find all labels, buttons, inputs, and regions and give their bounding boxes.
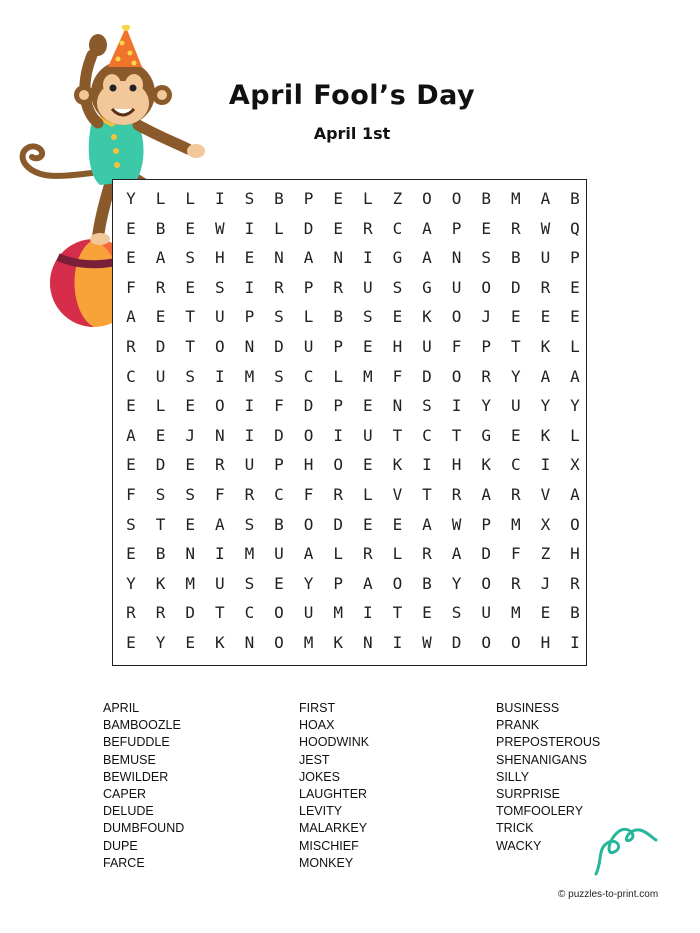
grid-letter: R xyxy=(333,277,343,297)
grid-letter: O xyxy=(451,366,462,386)
grid-letter: J xyxy=(540,573,551,593)
grid-letter: D xyxy=(303,218,314,238)
grid-letter: B xyxy=(481,189,491,208)
grid-letter: V xyxy=(392,485,403,504)
grid-letter: I xyxy=(214,189,225,208)
grid-letter: E xyxy=(392,514,403,534)
grid-letter: C xyxy=(422,425,432,445)
grid-letter: P xyxy=(303,189,314,208)
page-subtitle: April 1st xyxy=(313,124,391,143)
grid-letter: C xyxy=(510,455,521,475)
grid-letter: O xyxy=(481,573,491,593)
grid-letter: S xyxy=(244,189,255,208)
grid-letter: E xyxy=(362,396,373,416)
grid-letter: U xyxy=(214,307,225,327)
grid-letter: D xyxy=(274,425,284,445)
grid-letter: B xyxy=(155,218,166,238)
word-list-item: DELUDE xyxy=(103,804,154,819)
grid-letter: I xyxy=(214,366,225,386)
grid-letter: D xyxy=(155,337,166,356)
grid-letter: H xyxy=(303,455,314,475)
grid-letter: O xyxy=(303,514,314,534)
grid-letter: W xyxy=(451,514,462,534)
word-list-item: MONKEY xyxy=(299,855,354,870)
grid-letter: S xyxy=(362,307,373,327)
grid-letter: E xyxy=(333,189,343,208)
grid-letter: K xyxy=(540,337,551,356)
grid-letter: W xyxy=(540,218,551,238)
grid-letter: T xyxy=(451,425,462,445)
grid-letter: R xyxy=(126,337,136,356)
grid-letter: I xyxy=(333,425,343,445)
grid-letter: T xyxy=(392,603,403,623)
grid-letter: G xyxy=(422,277,432,297)
grid-letter: H xyxy=(214,248,225,268)
grid-letter: K xyxy=(540,425,551,445)
grid-letter: S xyxy=(244,514,255,534)
grid-letter: J xyxy=(185,425,195,445)
grid-letter: R xyxy=(422,544,432,564)
grid-letter: T xyxy=(392,425,403,445)
grid-letter: O xyxy=(510,633,521,652)
word-list-item: HOODWINK xyxy=(299,735,370,750)
grid-letter: P xyxy=(481,337,491,356)
grid-letter: R xyxy=(540,277,551,297)
grid-letter: A xyxy=(540,189,551,208)
grid-letter: O xyxy=(333,455,343,475)
grid-letter: M xyxy=(244,544,255,564)
word-list-item: MALARKEY xyxy=(299,821,368,836)
grid-letter: C xyxy=(392,218,403,238)
grid-letter: I xyxy=(244,425,255,445)
grid-letter: E xyxy=(155,307,166,327)
grid-letter: E xyxy=(244,248,255,268)
grid-letter: L xyxy=(570,425,580,445)
grid-letter: F xyxy=(303,485,314,504)
grid-letter: A xyxy=(362,573,373,593)
grid-letter: C xyxy=(274,485,284,504)
grid-letter: I xyxy=(244,218,255,238)
grid-letter: U xyxy=(244,455,255,475)
grid-letter: T xyxy=(155,514,166,534)
grid-letter: O xyxy=(214,396,225,416)
grid-letter: A xyxy=(451,544,462,564)
grid-letter: R xyxy=(510,218,521,238)
grid-letter: O xyxy=(274,603,284,623)
word-list-item: BAMBOOZLE xyxy=(103,718,181,733)
grid-letter: E xyxy=(126,248,136,268)
copyright-text: © puzzles-to-print.com xyxy=(558,889,659,900)
grid-letter: E xyxy=(126,218,136,238)
grid-letter: R xyxy=(274,277,284,297)
grid-letter: P xyxy=(333,337,343,356)
grid-letter: H xyxy=(570,544,580,564)
grid-letter: X xyxy=(570,455,580,475)
grid-letter: H xyxy=(540,633,551,652)
grid-letter: S xyxy=(422,396,432,416)
grid-letter: S xyxy=(392,277,403,297)
grid-letter: O xyxy=(451,307,462,327)
grid-letter: B xyxy=(570,603,580,623)
grid-letter: P xyxy=(570,248,580,268)
grid-letter: D xyxy=(451,633,462,652)
grid-letter: Y xyxy=(303,573,314,593)
grid-letter: A xyxy=(422,514,432,534)
grid-letter: E xyxy=(155,425,166,445)
grid-letter: O xyxy=(570,514,580,534)
grid-letter: E xyxy=(422,603,432,623)
grid-letter: Z xyxy=(540,544,551,564)
grid-letter: F xyxy=(126,485,136,504)
grid-letter: R xyxy=(155,277,166,297)
grid-letter: S xyxy=(481,248,491,268)
grid-letter: L xyxy=(333,544,343,564)
grid-letter: B xyxy=(570,189,580,208)
word-list-item: FIRST xyxy=(299,701,336,715)
grid-letter: E xyxy=(570,307,580,327)
grid-letter: U xyxy=(303,337,314,356)
grid-letter: N xyxy=(362,633,373,652)
word-list-column-1 xyxy=(103,700,184,872)
word-list-item: BUSINESS xyxy=(496,701,560,715)
grid-letter: F xyxy=(126,277,136,297)
grid-letter: E xyxy=(510,425,521,445)
grid-letter: S xyxy=(451,603,462,623)
grid-letter: E xyxy=(126,633,136,652)
grid-letter: I xyxy=(214,544,225,564)
grid-letter: E xyxy=(126,396,136,416)
grid-letter: O xyxy=(451,189,462,208)
word-list-item: MISCHIEF xyxy=(299,838,359,853)
grid-letter: Y xyxy=(570,396,580,416)
grid-letter: M xyxy=(333,603,343,623)
grid-letter: C xyxy=(126,366,136,386)
grid-letter: N xyxy=(214,425,225,445)
grid-letter: O xyxy=(303,425,314,445)
grid-letter: D xyxy=(422,366,432,386)
word-list-item: PRANK xyxy=(496,718,540,733)
grid-letter: U xyxy=(481,603,491,623)
grid-letter: G xyxy=(481,425,491,445)
grid-letter: E xyxy=(540,307,551,327)
grid-letter: X xyxy=(540,514,551,534)
grid-letter: E xyxy=(126,544,136,564)
grid-letter: M xyxy=(362,366,373,386)
swirl-decoration xyxy=(590,822,660,878)
grid-letter: O xyxy=(481,277,491,297)
grid-letter: M xyxy=(510,189,521,208)
grid-letter: J xyxy=(481,307,491,327)
grid-letter: T xyxy=(185,337,195,356)
grid-letter: S xyxy=(244,573,255,593)
word-list-item: TOMFOOLERY xyxy=(496,804,584,819)
grid-letter: D xyxy=(481,544,491,564)
grid-letter: D xyxy=(155,455,166,475)
grid-letter: L xyxy=(155,396,166,416)
grid-letter: R xyxy=(451,485,462,504)
grid-letter: S xyxy=(274,366,284,386)
grid-letter: M xyxy=(185,573,195,593)
grid-letter: Z xyxy=(392,189,403,208)
grid-letter: T xyxy=(510,337,521,356)
grid-letter: P xyxy=(451,218,462,238)
grid-letter: N xyxy=(392,396,403,416)
party-hat-icon xyxy=(108,25,142,67)
grid-letter: C xyxy=(244,603,255,623)
grid-letter: K xyxy=(392,455,403,475)
grid-letter: I xyxy=(392,633,403,652)
grid-letter: N xyxy=(333,248,343,268)
word-list-item: LAUGHTER xyxy=(299,787,368,802)
grid-letter: E xyxy=(362,337,373,356)
grid-letter: E xyxy=(274,573,284,593)
grid-letter: I xyxy=(244,396,255,416)
grid-letter: R xyxy=(126,603,136,623)
grid-letter: Y xyxy=(126,573,136,593)
word-list-item: BEMUSE xyxy=(103,752,156,767)
grid-letter: K xyxy=(155,573,166,593)
grid-letter: N xyxy=(451,248,462,268)
word-list-item: WACKY xyxy=(496,838,542,853)
grid-letter: A xyxy=(303,544,314,564)
grid-letter: I xyxy=(540,455,551,475)
grid-letter: I xyxy=(362,248,373,268)
word-list-item: TRICK xyxy=(496,821,534,836)
grid-letter: F xyxy=(274,396,284,416)
word-list-item: SHENANIGANS xyxy=(496,752,587,767)
grid-letter: P xyxy=(244,307,255,327)
grid-letter: B xyxy=(155,544,166,564)
grid-letter: C xyxy=(303,366,314,386)
grid-letter: O xyxy=(422,189,432,208)
grid-letter: Y xyxy=(155,633,166,652)
grid-letter: L xyxy=(392,544,403,564)
grid-letter: K xyxy=(422,307,432,327)
grid-letter: B xyxy=(333,307,343,327)
grid-letter: Y xyxy=(451,573,462,593)
grid-letter: L xyxy=(333,366,343,386)
grid-letter: V xyxy=(540,485,551,504)
grid-letter: T xyxy=(214,603,225,623)
grid-letter: N xyxy=(274,248,284,268)
grid-letter: L xyxy=(274,218,284,238)
grid-letter: U xyxy=(303,603,314,623)
grid-letter: F xyxy=(510,544,521,564)
grid-letter: A xyxy=(422,218,432,238)
grid-letter: I xyxy=(451,396,462,416)
grid-letter: A xyxy=(481,485,491,504)
grid-letter: I xyxy=(362,603,373,623)
grid-letter: A xyxy=(214,514,225,534)
grid-letter: M xyxy=(510,514,521,534)
grid-letter: R xyxy=(362,218,373,238)
grid-letter: R xyxy=(333,485,343,504)
grid-letter: M xyxy=(244,366,255,386)
grid-letter: R xyxy=(244,485,255,504)
grid-letter: H xyxy=(451,455,462,475)
grid-letter: M xyxy=(303,633,314,652)
grid-letter: L xyxy=(303,307,314,327)
grid-letter: O xyxy=(481,633,491,652)
grid-letter: A xyxy=(540,366,551,386)
grid-letter: L xyxy=(570,337,580,356)
grid-letter: E xyxy=(185,218,195,238)
grid-letter: O xyxy=(274,633,284,652)
grid-letter: A xyxy=(303,248,314,268)
grid-letter: B xyxy=(422,573,432,593)
grid-letter: E xyxy=(185,514,195,534)
word-list-item: CAPER xyxy=(103,787,147,802)
grid-letter: U xyxy=(510,396,521,416)
grid-letter: E xyxy=(185,396,195,416)
grid-letter: E xyxy=(126,455,136,475)
word-list-column-2 xyxy=(299,700,369,872)
grid-letter: A xyxy=(126,425,136,445)
grid-letter: W xyxy=(422,633,432,652)
grid-letter: A xyxy=(570,366,580,386)
word-list-item: APRIL xyxy=(103,701,140,715)
word-list-column-3 xyxy=(496,700,600,855)
grid-letter: N xyxy=(244,337,255,356)
word-list-item: SILLY xyxy=(496,769,530,784)
grid-letter: E xyxy=(185,455,195,475)
grid-letter: U xyxy=(214,573,225,593)
grid-letter: U xyxy=(422,337,432,356)
grid-letter: Y xyxy=(510,366,521,386)
grid-letter: R xyxy=(510,573,521,593)
grid-letter: B xyxy=(274,514,284,534)
grid-letter: E xyxy=(510,307,521,327)
grid-letter: S xyxy=(155,485,166,504)
grid-letter: W xyxy=(214,218,225,238)
grid-letter: R xyxy=(214,455,225,475)
grid-letter: R xyxy=(570,573,580,593)
grid-letter: P xyxy=(333,396,343,416)
grid-letter: E xyxy=(185,277,195,297)
word-list-item: BEFUDDLE xyxy=(103,735,170,750)
grid-letter: E xyxy=(570,277,580,297)
grid-letter: S xyxy=(185,485,195,504)
word-list-item: HOAX xyxy=(299,718,335,733)
grid-letter: R xyxy=(510,485,521,504)
word-list-item: FARCE xyxy=(103,855,145,870)
grid-letter: D xyxy=(185,603,195,623)
grid-letter: F xyxy=(214,485,225,504)
grid-letter: A xyxy=(155,248,166,268)
page-title: April Fool’s Day xyxy=(228,80,476,111)
grid-letter: U xyxy=(540,248,551,268)
word-list-item: JOKES xyxy=(299,769,340,784)
grid-letter: R xyxy=(481,366,491,386)
grid-letter: N xyxy=(244,633,255,652)
grid-letter: O xyxy=(392,573,403,593)
grid-letter: L xyxy=(362,189,373,208)
grid-letter: D xyxy=(274,337,284,356)
grid-letter: O xyxy=(214,337,225,356)
grid-letter: A xyxy=(126,307,136,327)
grid-letter: U xyxy=(362,425,373,445)
grid-letter: E xyxy=(481,218,491,238)
grid-letter: Y xyxy=(481,396,491,416)
grid-letter: D xyxy=(333,514,343,534)
grid-letter: D xyxy=(510,277,521,297)
grid-letter: T xyxy=(185,307,195,327)
grid-letter: L xyxy=(185,189,195,208)
word-search-grid xyxy=(112,179,587,666)
grid-letter: F xyxy=(451,337,462,356)
grid-letter: S xyxy=(214,277,225,297)
grid-letter: K xyxy=(333,633,343,652)
grid-letter: P xyxy=(303,277,314,297)
grid-letter: S xyxy=(185,366,195,386)
grid-letter: S xyxy=(274,307,284,327)
grid-letter: L xyxy=(362,485,373,504)
grid-letter: P xyxy=(333,573,343,593)
grid-letter: E xyxy=(362,514,373,534)
grid-letter: Y xyxy=(540,396,551,416)
grid-letter: S xyxy=(126,514,136,534)
grid-letter: I xyxy=(570,633,580,652)
grid-letter: K xyxy=(214,633,225,652)
word-list-item: SURPRISE xyxy=(496,787,560,802)
grid-letter: U xyxy=(451,277,462,297)
grid-letter: U xyxy=(362,277,373,297)
grid-letter: M xyxy=(510,603,521,623)
word-list-item: DUMBFOUND xyxy=(103,821,185,836)
word-list-item: LEVITY xyxy=(299,804,343,819)
grid-letter: I xyxy=(422,455,432,475)
grid-letter: F xyxy=(392,366,403,386)
grid-letter: D xyxy=(303,396,314,416)
grid-letter: U xyxy=(274,544,284,564)
tail xyxy=(23,146,92,176)
grid-letter: Y xyxy=(126,189,136,208)
grid-letter: H xyxy=(392,337,403,356)
word-list-item: PREPOSTEROUS xyxy=(496,735,601,750)
grid-letter: K xyxy=(481,455,491,475)
grid-letter: P xyxy=(481,514,491,534)
grid-letter: G xyxy=(392,248,403,268)
grid-letter: E xyxy=(362,455,373,475)
grid-letter: I xyxy=(244,277,255,297)
grid-letter: T xyxy=(422,485,432,504)
word-list-item: DUPE xyxy=(103,838,138,853)
grid-letter: S xyxy=(185,248,195,268)
word-list-item: JEST xyxy=(299,752,330,767)
grid-letter: R xyxy=(155,603,166,623)
grid-letter: B xyxy=(510,248,521,268)
word-list-item: BEWILDER xyxy=(103,769,169,784)
grid-letter: R xyxy=(362,544,373,564)
grid-letter: U xyxy=(155,366,166,386)
grid-letter: B xyxy=(274,189,284,208)
grid-letter: N xyxy=(185,544,195,564)
grid-letter: A xyxy=(422,248,432,268)
grid-letter: E xyxy=(333,218,343,238)
grid-letter: Q xyxy=(570,218,580,238)
grid-letter: E xyxy=(392,307,403,327)
grid-letter: P xyxy=(274,455,284,475)
grid-letter: A xyxy=(570,485,580,504)
grid-letter: E xyxy=(540,603,551,623)
grid-letter: L xyxy=(155,189,166,208)
grid-letter: E xyxy=(185,633,195,652)
